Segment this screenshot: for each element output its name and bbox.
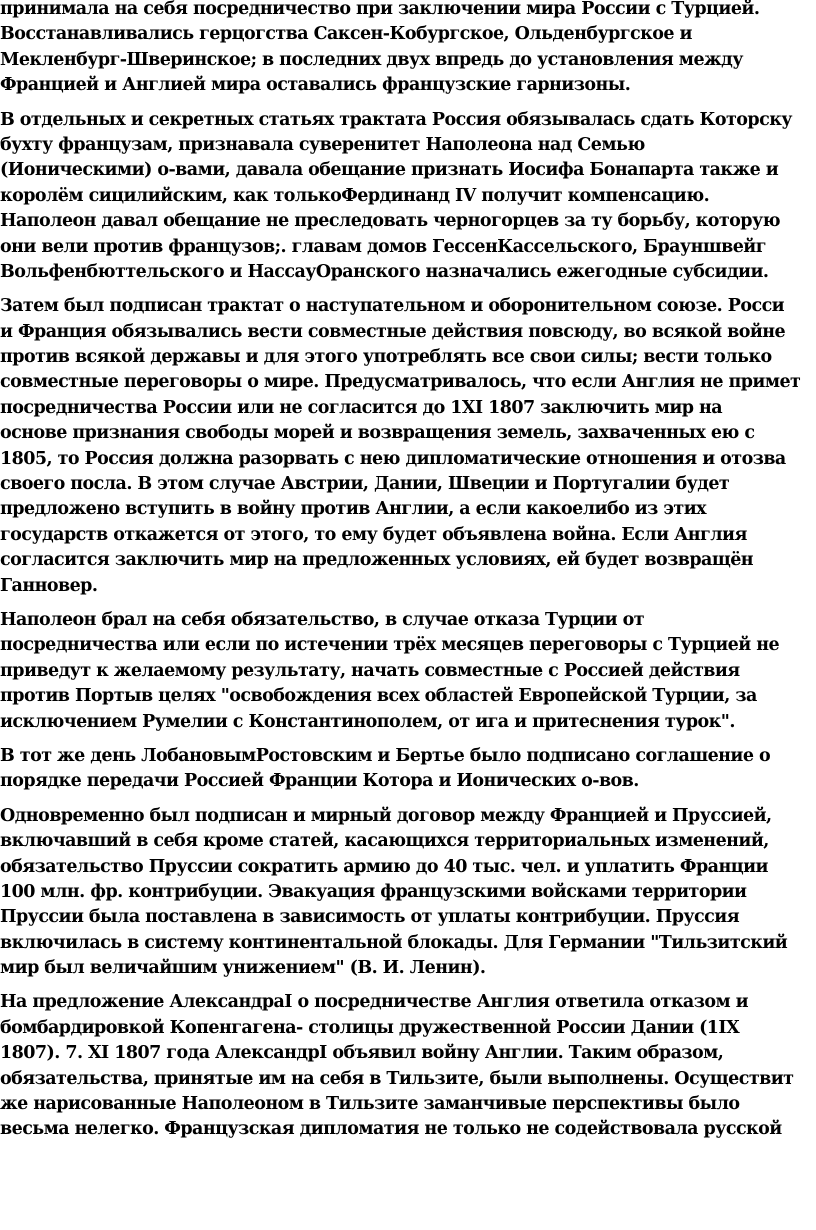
text-line: Францией и Англией мира оставались французские гарнизоны. bbox=[0, 75, 631, 96]
text-line: Мекленбург-Шверинское; в последних двух впредь до установления между bbox=[0, 49, 743, 70]
text-line: Наполеон давал обещание не преследовать черногорцев за ту борьбу, которую bbox=[0, 211, 781, 232]
text-line: государств откажется от этого, то ему будет объявлена война. Если Англия bbox=[0, 524, 747, 545]
text-line: посредничества России или не согласится до 1XI 1807 заключить мир на bbox=[0, 397, 723, 418]
text-line: Одновременно был подписан и мирный договор между Францией и Пруссией, bbox=[0, 805, 772, 826]
text-line: исключением Румелии с Константинополем, от ига и притеснения турок". bbox=[0, 711, 735, 732]
text-line: обязательство Пруссии сократить армию до 40 тыс. чел. и уплатить Франции bbox=[0, 856, 768, 877]
text-line: Вольфенбюттельского и НассауОранского назначались ежегодные субсидии. bbox=[0, 261, 769, 282]
text-line: посредничества или если по истечении трёх месяцев переговоры с Турцией не bbox=[0, 635, 780, 656]
paragraph-7 bbox=[0, 990, 816, 1142]
text-line: весьма нелегко. Французская дипломатия не только не содействовала русской bbox=[0, 1119, 782, 1140]
paragraph-3 bbox=[0, 294, 816, 599]
text-line: Наполеон брал на себя обязательство, в случае отказа Турции от bbox=[0, 609, 645, 630]
text-line: основе признания свободы морей и возвращения земель, захваченных ею с bbox=[0, 423, 755, 444]
text-line: бухту французам, признавала суверенитет Наполеона над Семью bbox=[0, 134, 645, 155]
text-line: своего посла. В этом случае Австрии, Дании, Швеции и Португалии будет bbox=[0, 474, 730, 495]
text-line: На предложение АлександраI о посредничестве Англия ответила отказом и bbox=[0, 992, 749, 1013]
text-line: включавший в себя кроме статей, касающихся территориальных изменений, bbox=[0, 831, 769, 852]
text-line: же нарисованные Наполеоном в Тильзите заманчивые перспективы было bbox=[0, 1094, 740, 1115]
paragraph-6 bbox=[0, 804, 816, 982]
paragraph-4 bbox=[0, 608, 816, 735]
text-line: предложено вступить в войну против Англии, а если какоелибо из этих bbox=[0, 499, 707, 520]
text-line: Затем был подписан трактат о наступательном и оборонительном союзе. Росси bbox=[0, 296, 785, 317]
text-line: 100 млн. фр. контрибуции. Эвакуация французскими войсками территории bbox=[0, 881, 747, 902]
text-line: Восстанавливались герцогства Саксен-Кобургское, Ольденбургское и bbox=[0, 24, 692, 45]
text-line: приведут к желаемому результату, начать совместные с Россией действия bbox=[0, 660, 740, 681]
paragraph-1 bbox=[0, 0, 816, 99]
text-line: против Портыв целях "освобождения всех областей Европейской Турции, за bbox=[0, 686, 757, 707]
text-line: 1805, то Россия должна разорвать с нею дипломатические отношения и отозва bbox=[0, 448, 786, 469]
text-line: принимала на себя посредничество при заключении мира России с Турцией. bbox=[0, 0, 760, 19]
text-line: бомбардировкой Копенгагена- столицы дружественной России Дании (1IX bbox=[0, 1017, 740, 1038]
text-line: включилась в систему континентальной блокады. Для Германии "Тильзитский bbox=[0, 932, 788, 953]
text-line: мир был величайшим унижением" (В. И. Ленин). bbox=[0, 958, 486, 979]
text-line: обязательства, принятые им на себя в Тильзите, были выполнены. Осуществит bbox=[0, 1068, 794, 1089]
text-line: согласится заключить мир на предложенных условиях, ей будет возвращён bbox=[0, 550, 754, 571]
paragraph-2 bbox=[0, 108, 816, 286]
text-line: королём сицилийским, как толькоФердинанд IV получит компенсацию. bbox=[0, 185, 710, 206]
text-line: они вели против французов;. главам домов ГессенКассельского, Брауншвейг bbox=[0, 236, 766, 257]
text-line: и Франция обязывались вести совместные действия повсюду, во всякой войне bbox=[0, 321, 786, 342]
text-line: (Ионическими) о-вами, давала обещание признать Иосифа Бонапарта также и bbox=[0, 160, 779, 181]
text-line: 1807). 7. XI 1807 года АлександрI объявил войну Англии. Таким образом, bbox=[0, 1043, 724, 1064]
text-line: Ганновер. bbox=[0, 575, 98, 596]
text-line: совместные переговоры о мире. Предусматривалось, что если Англия не примет bbox=[0, 372, 801, 393]
text-line: Пруссии была поставлена в зависимость от уплаты контрибуции. Пруссия bbox=[0, 907, 740, 928]
text-line: В отдельных и секретных статьях трактата Россия обязывалась сдать Которску bbox=[0, 109, 792, 130]
text-line: против всякой державы и для этого употреблять все свои силы; вести только bbox=[0, 347, 772, 368]
paragraph-5 bbox=[0, 744, 816, 795]
text-line: порядке передачи Россией Франции Котора и Ионических о-вов. bbox=[0, 771, 639, 792]
text-line: В тот же день ЛобановымРостовским и Бертье было подписано соглашение о bbox=[0, 745, 771, 766]
